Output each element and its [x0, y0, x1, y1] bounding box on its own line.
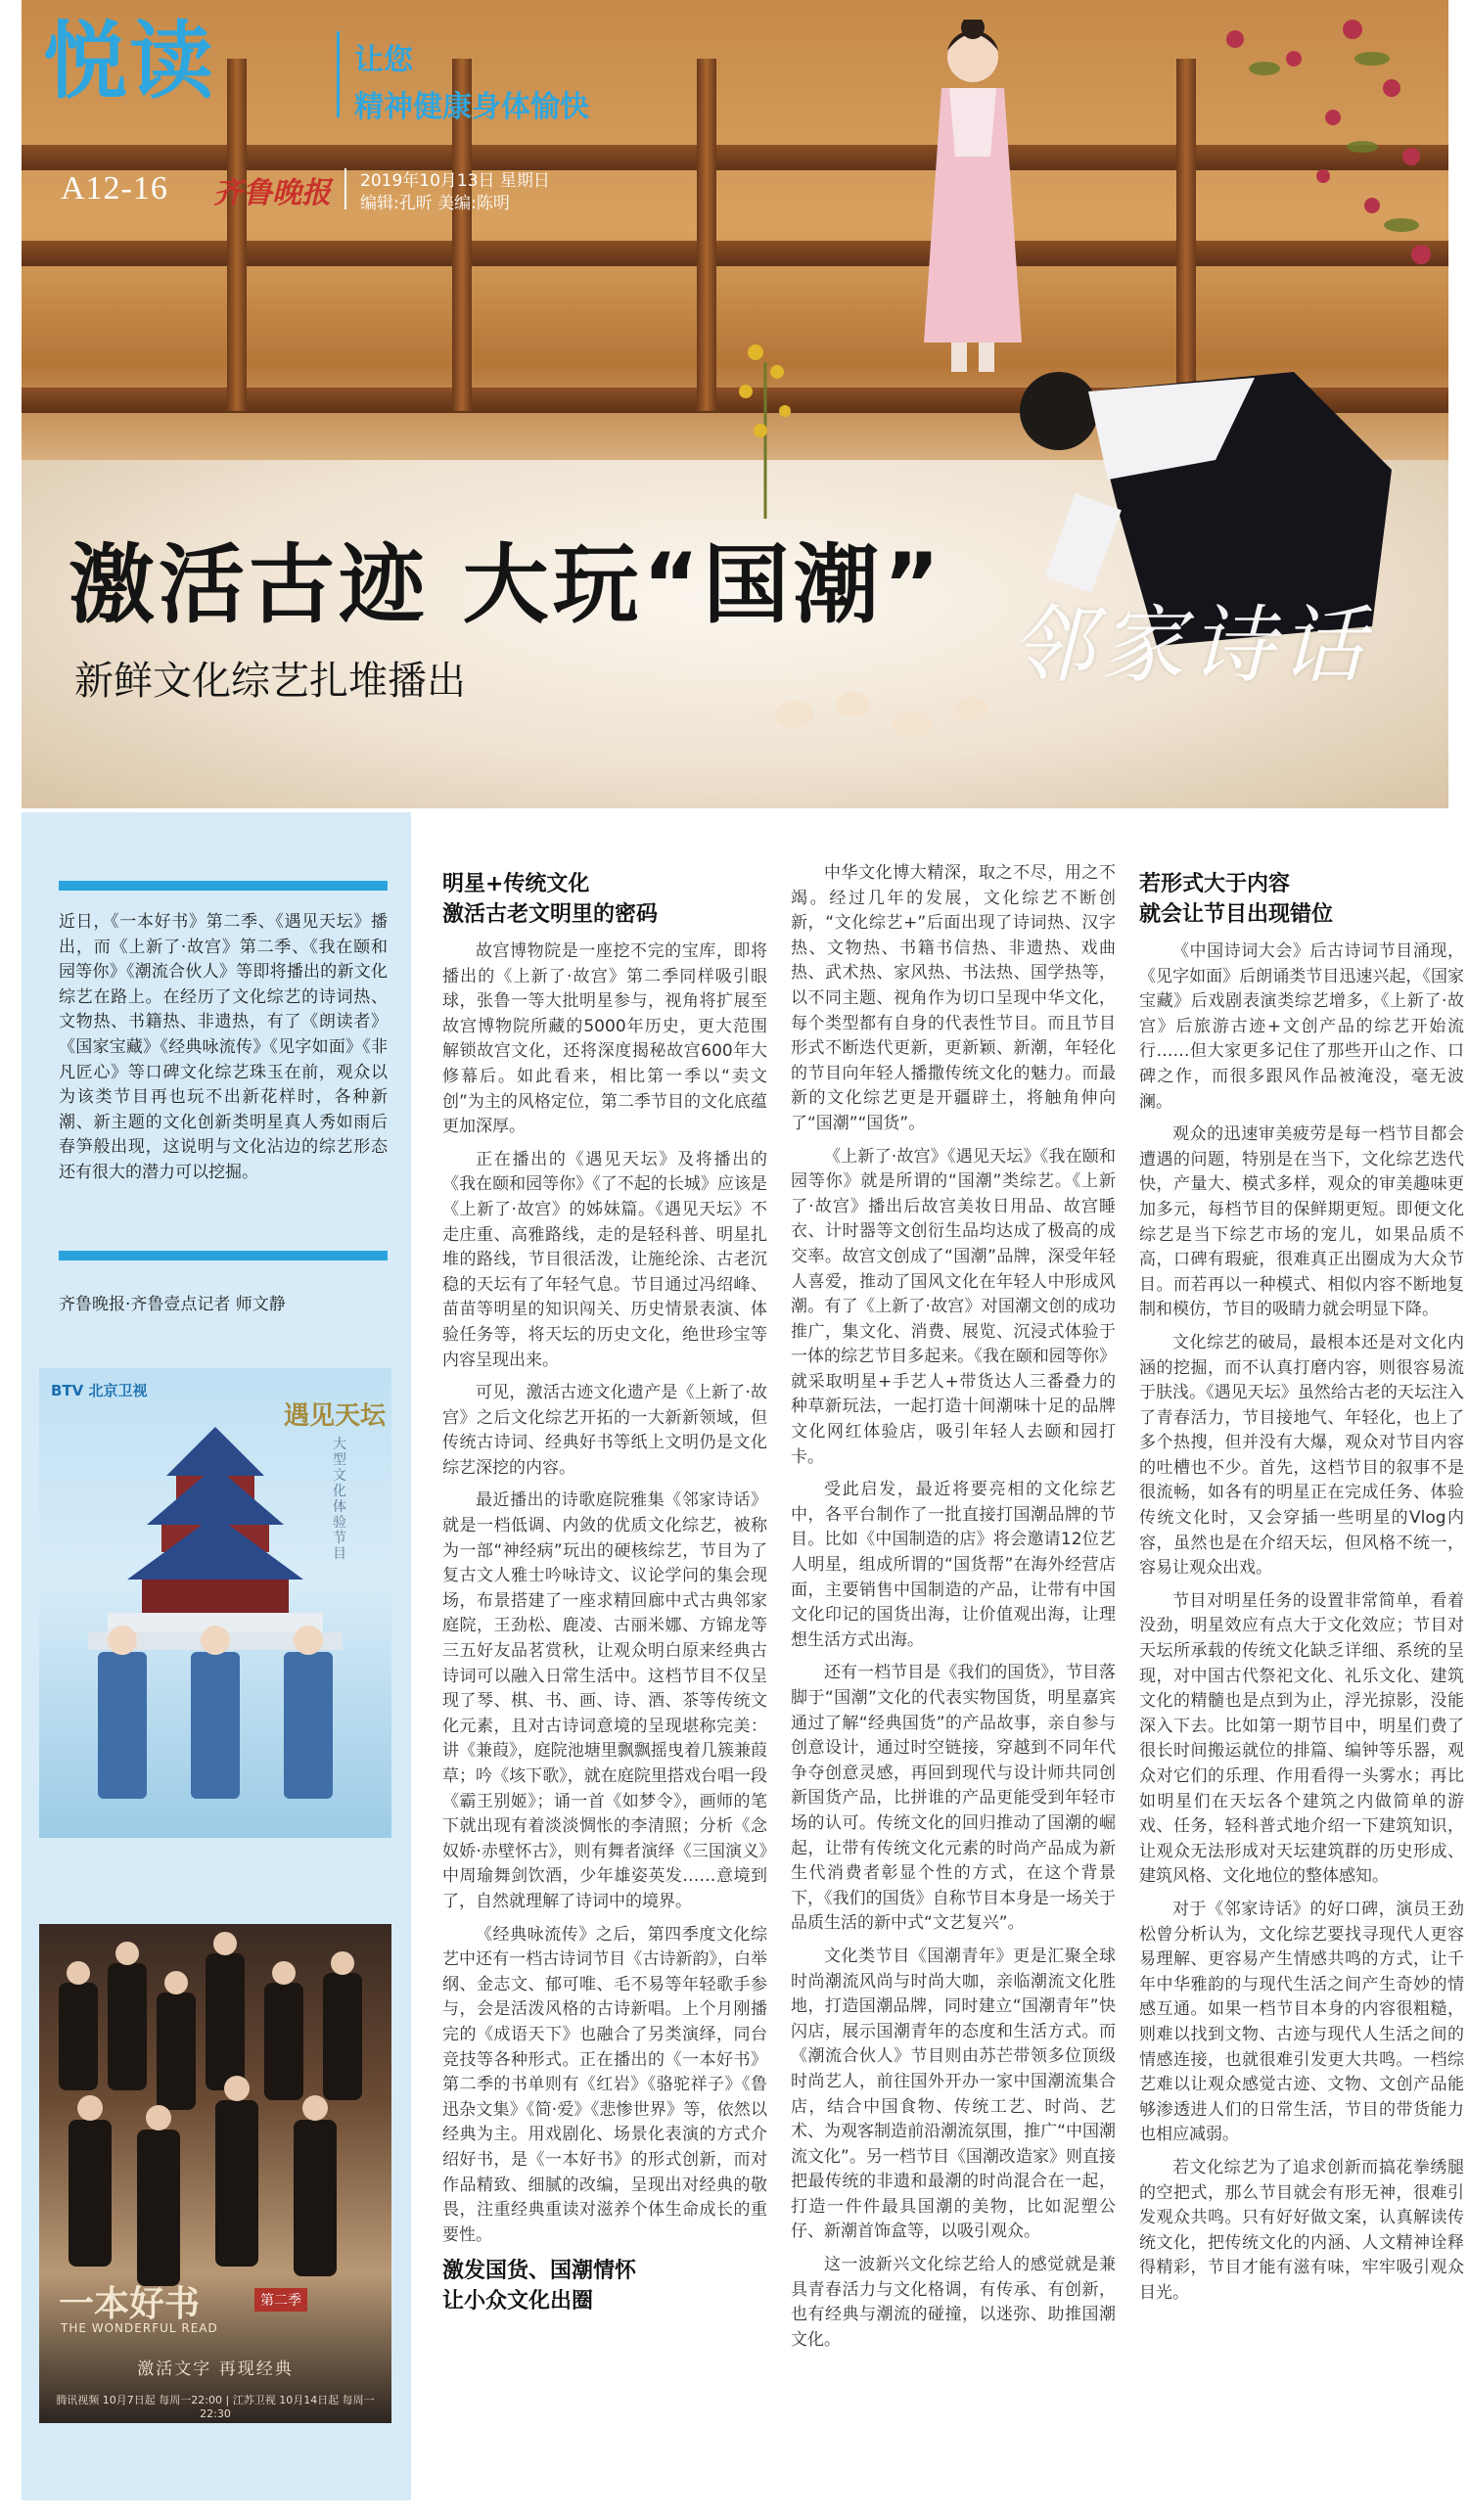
poster2-schedule: 腾讯视频 10月7日起 每周一22:00 | 江苏卫视 10月14日起 每周一22:30: [56, 2394, 375, 2420]
slogan-line-2: 精神健康身体愉快: [354, 90, 589, 124]
body-paragraph: 受此启发，最近将要亮相的文化综艺中，各平台制作了一批直接打国潮品牌的节目。比如《中国制造的店》将会邀请12位艺人明星，组成所谓的“国货帮”在海外经营店面，主要销售中国制造的产品，让带有中国文化印记的国货出海，让价值观出海，让理想生活方式出海。: [791, 1480, 1116, 1650]
masthead-divider: [337, 31, 340, 117]
temple-of-heaven-illustration: [39, 1407, 391, 1838]
column-logo: 悦读: [43, 13, 215, 111]
hero-photo: [22, 0, 1448, 808]
poster2-title: 一本好书: [59, 2283, 201, 2324]
headline: 激活古迹 大玩“国潮”: [69, 534, 944, 635]
girl-in-hanfu-illustration: [893, 20, 1049, 391]
body-paragraph: 对于《邻家诗话》的好口碑，演员王劲松曾分析认为，文化综艺要找寻现代人更容易理解、更容易产生情感共鸣的方式，让千年中华雅韵的与现代生活之间产生奇妙的情感互通。如果一档节目本身的内容很粗糙，则难以找到文物、古迹与现代人生活之间的情感连接，也就很难引发更大共鸣。一档综艺难以让观众感觉古迹、文物、文创产品能够渗透进人们的日常生活，节目的带货能力也相应减弱。: [1139, 1899, 1464, 2145]
poster1-tagline: 大型文化体验节目: [333, 1437, 346, 1562]
poster2-english-title: THE WONDERFUL READ: [61, 2321, 218, 2335]
article-column-2: [791, 861, 1116, 2360]
sidebar: [22, 812, 411, 2500]
sidebar-rule-top: [59, 881, 388, 891]
poster2-tagline: 激活文字 再现经典: [137, 2360, 294, 2379]
poster1-title: 遇见天坛: [284, 1401, 387, 1431]
body-paragraph: 《上新了·故宫》《遇见天坛》《我在颐和园等你》就是所谓的“国潮”类综艺。《上新了·故宫》播出后故宫美妆日用品、故宫睡衣、计时器等文创衍生品均达成了极高的成交率。故宫文创成了“国潮”品牌，深受年轻人喜爱，推动了国风文化在年轻人中形成风潮。有了《上新了·故宫》对国潮文创的成功推广，集文化、消费、展览、沉浸式体验于一体的综艺节目多起来。《我在颐和园等你》就采取明星+手艺人+带货达人三番叠力的种草新玩法，一起打造十间潮味十足的品牌文化网红体验店，吸引年轻人去颐和园打卡。: [791, 1146, 1116, 1467]
body-paragraph: 观众的迅速审美疲劳是每一档节目都会遭遇的问题，特别是在当下，文化综艺迭代快，产量大、模式多样，观众的审美趣味更加多元，每档节目的保鲜期更短。即便文化综艺是当下综艺市场的宠儿，如果品质不高，口碑有瑕疵，很难真正出圈成为大众节目。而若再以一种模式、相似内容不断地复制和模仿，节目的吸睛力就会明显下降。: [1139, 1124, 1464, 1320]
subheadline: 新鲜文化综艺扎堆播出: [74, 659, 466, 704]
section-heading: 激发国货、国潮情怀 让小众文化出圈: [442, 2259, 637, 2314]
chicks-illustration: [765, 675, 1020, 754]
yellow-flowers-illustration: [707, 323, 824, 519]
body-paragraph: 《中国诗词大会》后古诗词节目涌现，《见字如面》后朗诵类节目迅速兴起，《国家宝藏》后戏剧表演类综艺增多，《上新了·故宫》后旅游古迹+文创产品的综艺开始流行……但大家更多记住了那些开山之作、口碑之作，而很多跟风作品被淹没，毫无波澜。: [1139, 941, 1464, 1112]
body-paragraph: 这一波新兴文化综艺给人的感觉就是兼具青春活力与文化格调，有传承、有创新，也有经典与潮流的碰撞，以迷弥、助推国潮文化。: [791, 2255, 1116, 2350]
byline: 齐鲁晚报·齐鲁壹点记者 师文静: [59, 1295, 286, 1314]
poster2-season-badge: 第二季: [254, 2288, 307, 2312]
section-heading: 明星+传统文化 激活古老文明里的密码: [442, 872, 659, 927]
poster-yujian-tiantan: [39, 1368, 391, 1838]
poster-yiben-haoshu: [39, 1924, 391, 2423]
flower-branch-illustration: [1176, 0, 1448, 391]
header-separator: [344, 168, 346, 209]
body-paragraph: 最近播出的诗歌庭院雅集《邻家诗话》就是一档低调、内敛的优质文化综艺，被称为一部“神经病”玩出的硬核综艺，节目为了复古文人雅士吟咏诗文、议论学问的集会现场，布景搭建了一座求精回廊中式古典邻家庭院，王劲松、鹿凌、古丽米娜、方锦龙等三五好友品茗赏秋，让观众明白原来经典古诗词可以融入日常生活中。这档节目不仅呈现了琴、棋、书、画、诗、酒、茶等传统文化元素，且对古诗词意境的呈现堪称完美：讲《兼葭》，庭院池塘里飘飘摇曳着几簇兼葭草；吟《垓下歌》，就在庭院里搭戏台唱一段《霸王别姬》；诵一首《如梦令》，画师的笔下就出现有着淡淡惆怅的李清照；分析《念奴娇·赤壁怀古》，则有舞者演绎《三国演义》中周瑜舞剑饮酒，少年雄姿英发……意境到了，自然就理解了诗词中的境界。: [442, 1490, 767, 1911]
page-number: A12-16: [61, 170, 168, 206]
issue-date: 2019年10月13日 星期日: [360, 171, 550, 191]
body-paragraph: 还有一档节目是《我们的国货》，节目落脚于“国潮”文化的代表实物国货，明星嘉宾通过了解“经典国货”的产品故事，亲自参与创意设计，通过时空链接，穿越到不同年代争夺创意灵感，再回到现代与设计师共同创新国货产品，比拼谁的产品更能受到年轻市场的认可。传统文化的回归推动了国潮的崛起，让带有传统文化元素的时尚产品成为新生代消费者彰显个性的方式，在这个背景下，《我们的国货》自称节目本身是一场关于品质生活的新中式“文艺复兴”。: [791, 1663, 1116, 1934]
body-paragraph: 中华文化博大精深，取之不尽，用之不竭。经过几年的发展，文化综艺不断创新，“文化综艺+”后面出现了诗词热、汉字热、文物热、书籍书信热、非遗热、戏曲热、武术热、家风热、书法热、国学热等，以不同主题、视角作为切口呈现中华文化，每个类型都有自身的代表性节目。而且节目形式不断迭代更新，更新颖、新潮，年轻化的节目向年轻人播撒传统文化的魅力。而最新的文化综艺更是开疆辟土，将触角伸向了“国潮”“国货”。: [791, 863, 1116, 1133]
sidebar-rule-bottom: [59, 1251, 388, 1260]
slogan-line-1: 让您: [354, 43, 413, 77]
article-column-3: [1139, 861, 1464, 2314]
railing-post: [227, 59, 247, 411]
cast-group-illustration: [39, 1924, 391, 2315]
article-column-1: [442, 861, 767, 2326]
body-paragraph: 故宫博物院是一座挖不完的宝库，即将播出的《上新了·故宫》第二季同样吸引眼球，张鲁一等大批明星参与，视角将扩展至故宫博物院所藏的5000年历史，更大范围解锁故宫文化，还将深度揭秘故宫600年大修幕后。如此看来，相比第一季以“卖文创”为主的风格定位，第二季节目的文化底蕴更加深厚。: [442, 941, 767, 1137]
editors-credit: 编辑:孔昕 美编:陈明: [360, 194, 510, 213]
body-paragraph: 若文化综艺为了追求创新而搞花拳绣腿的空把式，那么节目就会有形无神，很难引发观众共鸣。只有好好做文案，认真解读传统文化，把传统文化的内涵、人文精神诠释得精彩，节目才能有滋有味，牢牢吸引观众目光。: [1139, 2157, 1464, 2303]
newspaper-name: 齐鲁晚报: [213, 176, 331, 210]
body-paragraph: 正在播出的《遇见天坛》及将播出的《我在颐和园等你》《了不起的长城》应该是《上新了·故宫》的姊妹篇。《遇见天坛》不走庄重、高雅路线，走的是轻科普、明星扎堆的路线，节目很活泼，让施纶涂、古老沉稳的天坛有了年轻气息。节目通过冯绍峰、苗苗等明星的知识闯关、历史情景表演、体验任务等，将天坛的历史文化，绝世珍宝等内容呈现出来。: [442, 1149, 767, 1370]
body-paragraph: 《经典咏流传》之后，第四季度文化综艺中还有一档古诗词节目《古诗新韵》，白举纲、金志文、郁可唯、毛不易等年轻歌手参与，会是活泼风格的古诗新唱。上个月刚播完的《成语天下》也融合了另类演绎，同台竞技等各种形式。正在播出的《一本好书》第二季的书单则有《红岩》《骆驼祥子》《鲁迅杂文集》《简·爱》《悲惨世界》等，依然以经典为主。用戏剧化、场景化表演的方式介绍好书，是《一本好书》的形式创新，而对作品精致、细腻的改编，呈现出对经典的敬畏，注重经典重读对滋养个体生命成长的重要性。: [442, 1924, 767, 2245]
poster1-channel: BTV 北京卫视: [51, 1382, 148, 1399]
body-paragraph: 文化综艺的破局，最根本还是对文化内涵的挖掘，而不认真打磨内容，则很容易流于肤浅。《遇见天坛》虽然给古老的天坛注入了青春活力，节目接地气、年轻化，也上了多个热搜，但并没有大爆，观众对节目内容的吐槽也不少。首先，这档节目的叙事不是很流畅，如各有的明星正在完成任务、体验传统文化时，又会穿插一些明星的Vlog内容，虽然也是在介绍天坛，但风格不统一，容易让观众出戏。: [1139, 1332, 1464, 1579]
show-title-logo: 邻家诗话: [1010, 597, 1370, 695]
section-heading: 若形式大于内容 就会让节目出现错位: [1139, 872, 1334, 927]
lead-paragraph: 近日，《一本好书》第二季、《遇见天坛》播出，而《上新了·故宫》第二季、《我在颐和园等你》《潮流合伙人》等即将播出的新文化综艺在路上。在经历了文化综艺的诗词热、文物热、书籍热、非遗热，有了《朗读者》《国家宝藏》《经典咏流传》《见字如面》《非凡匠心》等口碑文化综艺珠玉在前，观众以为该类节目再也玩不出新花样时，各种新潮、新主题的文化创新类明星真人秀如雨后春笋般出现，这说明与文化沾边的综艺形态还有很大的潜力可以挖掘。: [59, 912, 388, 1182]
body-paragraph: 文化类节目《国潮青年》更是汇聚全球时尚潮流风尚与时尚大咖，亲临潮流文化胜地，打造国潮品牌，同时建立“国潮青年”快闪店，展示国潮青年的态度和生活方式。而《潮流合伙人》节目则由苏芒带领多位顶级时尚艺人，前往国外开办一家中国潮流集合店，结合中国食物、传统工艺、时尚、艺术、为观客制造前沿潮流氛围，推广“中国潮流文化”。另一档节目《国潮改造家》则直接把最传统的非遗和最潮的时尚混合在一起，打造一件件最具国潮的美物，比如泥塑公仔、新潮首饰盒等，以吸引观众。: [791, 1946, 1116, 2242]
body-paragraph: 节目对明星任务的设置非常简单，看着没劲，明星效应有点大于文化效应；节目对天坛所承载的传统文化缺乏详细、系统的呈现，对中国古代祭祀文化、礼乐文化、建筑文化的精髓也是点到为止，浮光掠影，没能深入下去。比如第一期节目中，明星们费了很长时间搬运就位的排篇、编钟等乐器，观众对它们的乐理、作用看得一头雾水；再比如明星们在天坛各个建筑之内做简单的游戏、任务，轻科普式地介绍一下建筑知识，让观众无法形成对天坛建筑群的历史形成、建筑风格、文化地位的整体感知。: [1139, 1590, 1464, 1887]
body-paragraph: 可见，激活古迹文化遗产是《上新了·故宫》之后文化综艺开拓的一大新新领域，但传统古诗词、经典好书等纸上文明仍是文化综艺深挖的内容。: [442, 1383, 767, 1478]
